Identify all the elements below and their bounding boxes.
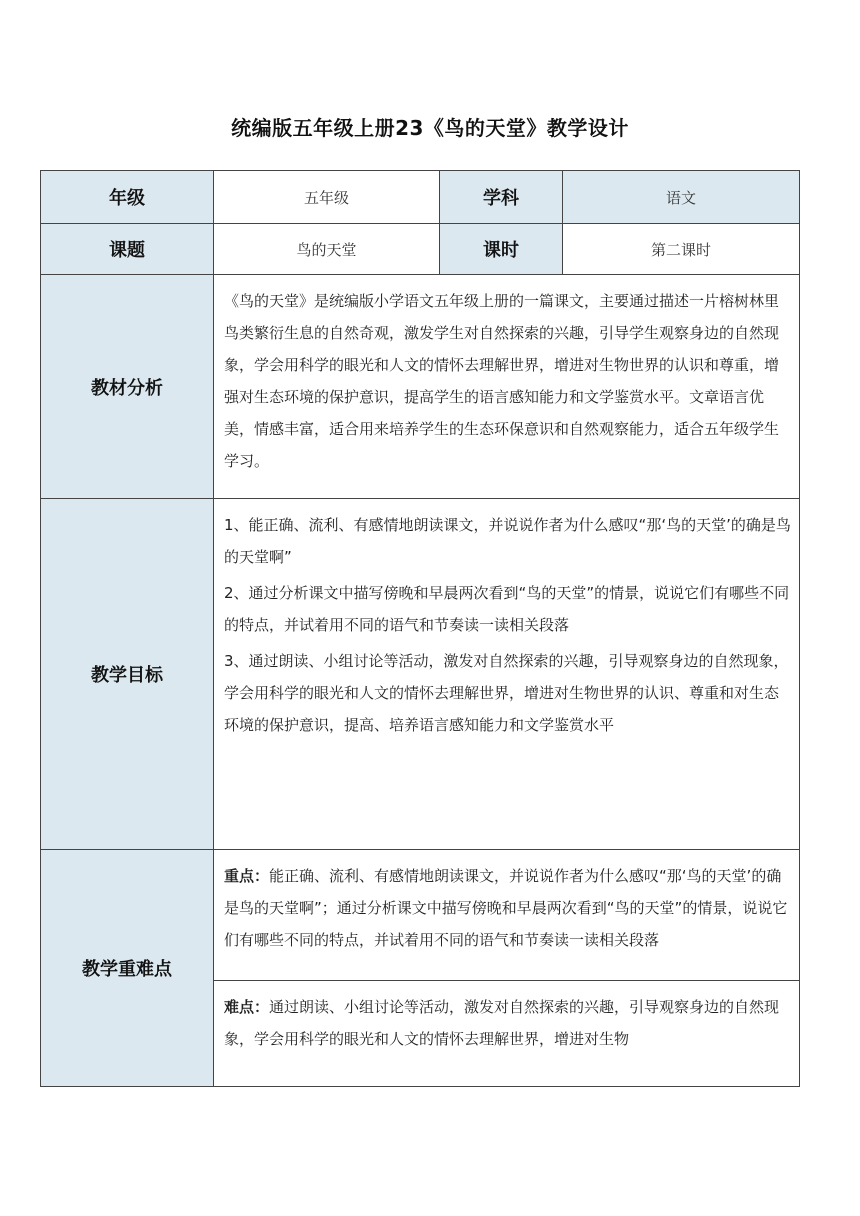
key-points-text: 能正确、流利、有感情地朗读课文，并说说作者为什么感叹“那‘鸟的天堂’的确是鸟的天堂啊”；通过分析课文中描写傍晚和早晨两次看到“鸟的天堂”的情景，说说它们有哪些不同的特点，并试着用不同的语气和节奏读一读相关段落: [224, 867, 788, 949]
key-difficult-points-label: 教学重难点: [41, 850, 214, 1087]
subject-label: 学科: [440, 171, 563, 224]
goal-item-3: 3、通过朗读、小组讨论等活动，激发对自然探索的兴趣，引导观察身边的自然现象，学会用科学的眼光和人文的情怀去理解世界，增进对生物世界的认识、尊重和对生态环境的保护意识，提高、培养语言感知能力和文学鉴赏水平: [224, 652, 789, 734]
material-analysis-text: [214, 275, 800, 499]
grade-label: 年级: [41, 171, 214, 224]
table-row: [41, 275, 800, 499]
teaching-goals-list: [214, 499, 800, 850]
key-points-label: 重点：: [224, 867, 270, 885]
table-row: [41, 499, 800, 850]
topic-label: 课题: [41, 224, 214, 275]
teaching-goals-label: 教学目标: [41, 499, 214, 850]
difficult-points-label: 难点：: [224, 998, 270, 1016]
key-points-cell: [214, 850, 800, 981]
table-row: [41, 171, 800, 224]
table-row: [41, 224, 800, 275]
period-value: 第二课时: [563, 224, 800, 275]
table-row: [41, 850, 800, 981]
document-title: 统编版五年级上册23《鸟的天堂》教学设计: [231, 116, 629, 140]
goal-item-2: 2、通过分析课文中描写傍晚和早晨两次看到“鸟的天堂”的情景，说说它们有哪些不同的特点，并试着用不同的语气和节奏读一读相关段落: [224, 584, 790, 634]
goal-item-1: 1、能正确、流利、有感情地朗读课文，并说说作者为什么感叹“那‘鸟的天堂’的确是鸟的天堂啊”: [224, 516, 791, 566]
subject-value: 语文: [563, 171, 800, 224]
difficult-points-cell: [214, 981, 800, 1087]
lesson-plan-table: [40, 170, 800, 1087]
period-label: 课时: [440, 224, 563, 275]
material-analysis-paragraph: 《鸟的天堂》是统编版小学语文五年级上册的一篇课文，主要通过描述一片榕树林里鸟类繁衍生息的自然奇观，激发学生对自然探索的兴趣，引导学生观察身边的自然现象，学会用科学的眼光和人文的情怀去理解世界，增进对生物世界的认识和尊重，增强对生态环境的保护意识，提高学生的语言感知能力和文学鉴赏水平。文章语言优美，情感丰富，适合用来培养学生的生态环保意识和自然观察能力，适合五年级学生学习。: [224, 292, 780, 470]
difficult-points-text: 通过朗读、小组讨论等活动，激发对自然探索的兴趣，引导观察身边的自然现象，学会用科学的眼光和人文的情怀去理解世界，增进对生物: [224, 998, 780, 1048]
grade-value: 五年级: [214, 171, 440, 224]
topic-value: 鸟的天堂: [214, 224, 440, 275]
material-analysis-label: 教材分析: [41, 275, 214, 499]
difficult-points-content: [224, 991, 791, 1072]
